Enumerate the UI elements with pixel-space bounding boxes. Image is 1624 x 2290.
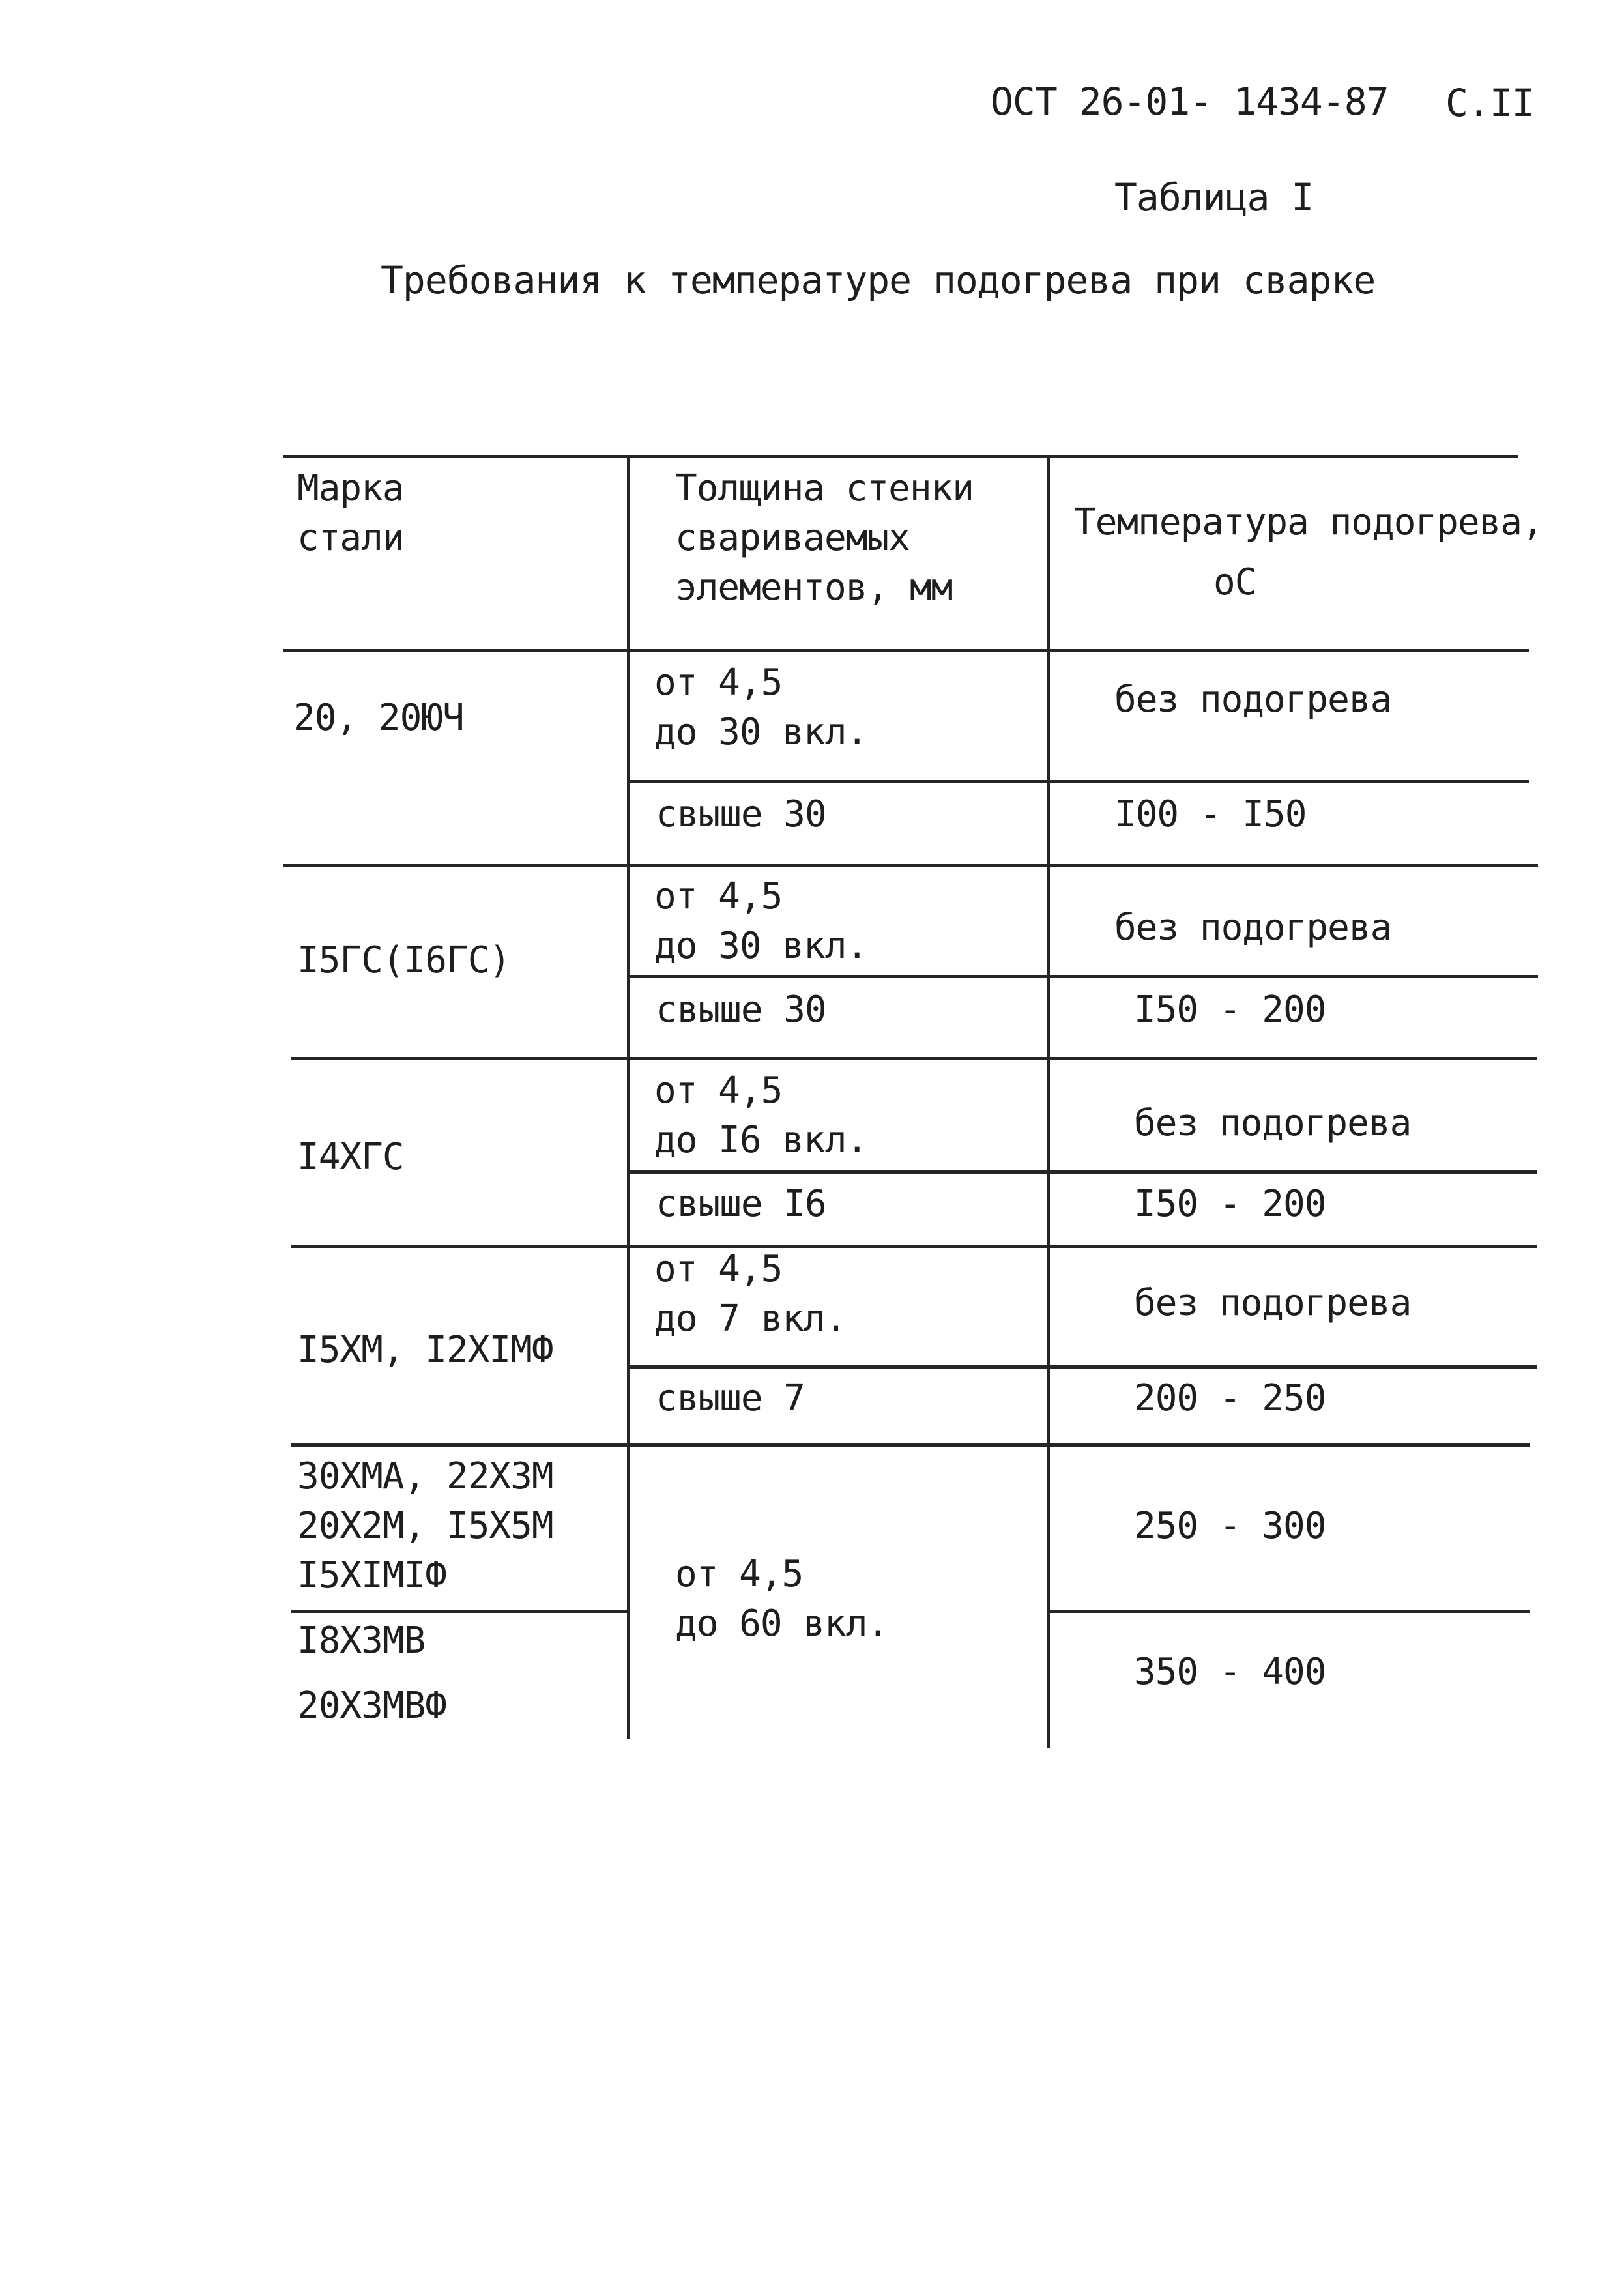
table-rule — [291, 1245, 1537, 1248]
table-rule — [283, 649, 1529, 652]
table-rule — [627, 975, 1538, 978]
table-rule — [283, 455, 1518, 458]
thickness-cell: от 4,5 до 60 вкл. — [675, 1553, 889, 1645]
table-rule — [291, 1610, 627, 1613]
thickness-cell: свыше I6 — [656, 1183, 826, 1225]
table-rule — [291, 1057, 1537, 1060]
steel-grade-cell: I5ХМ, I2ХIМФ — [297, 1329, 553, 1371]
temperature-cell: I50 - 200 — [1134, 989, 1326, 1031]
temperature-cell: I50 - 200 — [1134, 1183, 1326, 1225]
header-temperature: Температура подогрева, — [1074, 501, 1543, 544]
table-rule — [283, 864, 1538, 867]
document-code: ОСТ 26-01- 1434-87 — [991, 80, 1389, 124]
steel-grade-cell: I4ХГС — [297, 1136, 404, 1178]
temperature-cell: без подогрева — [1114, 678, 1392, 721]
steel-grade-cell: 20, 20ЮЧ — [293, 697, 464, 739]
temperature-cell: 250 - 300 — [1134, 1505, 1326, 1547]
table-caption: Требования к температуре подогрева при сварке — [381, 258, 1376, 302]
table-rule — [291, 1443, 1530, 1447]
table-number: Таблица I — [1114, 175, 1314, 220]
steel-grade-cell: I5ГС(I6ГС) — [297, 939, 511, 981]
thickness-cell: свыше 30 — [656, 793, 826, 835]
thickness-cell: от 4,5 до 7 вкл. — [654, 1248, 847, 1340]
header-thickness: Толщина стенки свариваемых элементов, мм — [675, 467, 974, 609]
table-rule — [627, 455, 630, 1739]
steel-grade-cell: I8Х3МВ — [297, 1619, 426, 1662]
header-temperature-unit: оС — [1213, 561, 1256, 603]
table-rule — [1048, 1610, 1530, 1613]
thickness-cell: свыше 30 — [656, 989, 826, 1031]
table-rule — [1047, 455, 1050, 1748]
steel-grade-cell: 30ХМА, 22Х3М 20Х2М, I5Х5М I5ХIМIФ — [297, 1455, 553, 1597]
thickness-cell: от 4,5 до I6 вкл. — [654, 1069, 868, 1161]
steel-grade-cell: 20Х3МВФ — [297, 1685, 447, 1727]
thickness-cell: свыше 7 — [656, 1377, 805, 1419]
temperature-cell: без подогрева — [1114, 906, 1392, 949]
temperature-cell: без подогрева — [1134, 1102, 1412, 1144]
thickness-cell: от 4,5 до 30 вкл. — [654, 661, 868, 753]
temperature-cell: без подогрева — [1134, 1282, 1412, 1324]
thickness-cell: от 4,5 до 30 вкл. — [654, 875, 868, 967]
temperature-cell: 350 - 400 — [1134, 1651, 1326, 1693]
table-rule — [627, 1170, 1537, 1174]
page-number: С.II — [1445, 81, 1534, 125]
temperature-cell: 200 - 250 — [1134, 1377, 1326, 1419]
table-rule — [627, 780, 1529, 783]
header-steel-grade: Марка стали — [297, 467, 404, 559]
table-rule — [627, 1365, 1537, 1369]
temperature-cell: I00 - I50 — [1114, 793, 1307, 835]
